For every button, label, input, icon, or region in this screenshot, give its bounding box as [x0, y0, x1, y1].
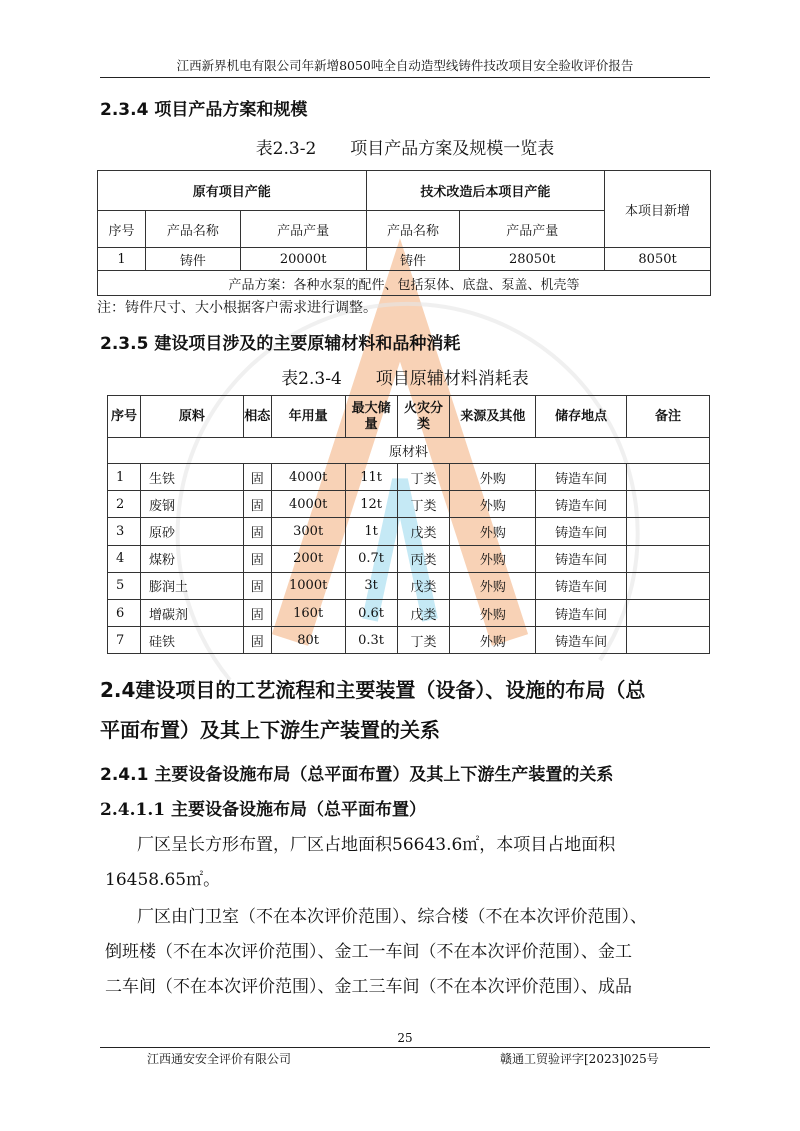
cell: 铸造车间 [536, 464, 627, 491]
header-cell: 储存地点 [536, 396, 627, 438]
header-cell: 本项目新增 [605, 171, 711, 248]
cell: 铸造车间 [536, 599, 627, 626]
header-cell: 产品产量 [460, 211, 605, 248]
cell: 7 [108, 627, 141, 654]
header-cell: 火灾分类 [397, 396, 450, 438]
cell: 铸件 [366, 248, 460, 271]
table-note: 注：铸件尺寸、大小根据客户需求进行调整。 [97, 300, 377, 316]
paragraph: 厂区呈长方形布置，厂区占地面积56643.6㎡，本项目占地面积 [137, 835, 616, 855]
cell: 1t [345, 518, 397, 545]
cell: 生铁 [140, 464, 243, 491]
section-heading: 2.3.4 项目产品方案和规模 [100, 100, 308, 120]
cell: 固 [243, 545, 271, 572]
product-plan-cell: 产品方案：各种水泵的配件、包括泵体、底盘、泵盖、机壳等 [98, 271, 711, 296]
header-cell: 最大储量 [345, 396, 397, 438]
cell: 28050t [460, 248, 605, 271]
cell: 外购 [450, 545, 536, 572]
cell: 铸造车间 [536, 627, 627, 654]
header-cell: 序号 [108, 396, 141, 438]
cell: 固 [243, 599, 271, 626]
header-rule [100, 77, 710, 78]
header-cell: 年用量 [271, 396, 345, 438]
paragraph: 厂区由门卫室（不在本次评价范围）、综合楼（不在本次评价范围）、 [137, 907, 647, 927]
cell: 8050t [605, 248, 711, 271]
cell: 2 [108, 491, 141, 518]
cell: 外购 [450, 518, 536, 545]
running-header: 江西新界机电有限公司年新增8050吨全自动造型线铸件技改项目安全验收评价报告 [176, 58, 634, 73]
cell: 6 [108, 599, 141, 626]
cell: 固 [243, 572, 271, 599]
footer-doc-number: 赣通工贸验评字[2023]025号 [500, 1052, 659, 1066]
cell: 铸件 [145, 248, 240, 271]
cell: 戊类 [397, 599, 450, 626]
footer-company: 江西通安安全评价有限公司 [147, 1052, 292, 1066]
cell: 铸造车间 [536, 545, 627, 572]
cell: 外购 [450, 491, 536, 518]
cell: 固 [243, 518, 271, 545]
cell: 废钢 [140, 491, 243, 518]
cell: 丙类 [397, 545, 450, 572]
cell: 外购 [450, 464, 536, 491]
cell: 20000t [240, 248, 366, 271]
cell: 200t [271, 545, 345, 572]
cell: 丁类 [397, 491, 450, 518]
cell: 外购 [450, 627, 536, 654]
table-caption: 表2.3-4 项目原辅材料消耗表 [281, 369, 529, 389]
header-cell: 相态 [243, 396, 271, 438]
table-row [108, 491, 710, 518]
cell: 外购 [450, 599, 536, 626]
cell [627, 627, 710, 654]
cell: 80t [271, 627, 345, 654]
cell: 1 [98, 248, 146, 271]
cell [627, 572, 710, 599]
materials-table [107, 395, 710, 654]
paragraph: 二车间（不在本次评价范围）、金工三车间（不在本次评价范围）、成品 [105, 977, 632, 997]
cell: 4000t [271, 464, 345, 491]
cell: 0.3t [345, 627, 397, 654]
header-cell: 来源及其他 [450, 396, 536, 438]
cell: 12t [345, 491, 397, 518]
paragraph: 倒班楼（不在本次评价范围）、金工一车间（不在本次评价范围）、金工 [105, 942, 632, 962]
header-cell: 技术改造后本项目产能 [366, 171, 605, 211]
paragraph: 16458.65㎡。 [105, 870, 221, 890]
cell: 固 [243, 464, 271, 491]
cell: 戊类 [397, 572, 450, 599]
header-cell: 原料 [140, 396, 243, 438]
table-row [108, 572, 710, 599]
header-cell: 产品名称 [145, 211, 240, 248]
cell: 4 [108, 545, 141, 572]
table-row [108, 545, 710, 572]
cell: 4000t [271, 491, 345, 518]
cell: 固 [243, 491, 271, 518]
cell [627, 491, 710, 518]
page-number: 25 [397, 1031, 413, 1045]
cell: 1 [108, 464, 141, 491]
cell: 11t [345, 464, 397, 491]
table-row [108, 464, 710, 491]
table-row [108, 599, 710, 626]
footer-rule [100, 1047, 710, 1048]
cell: 5 [108, 572, 141, 599]
cell: 膨润土 [140, 572, 243, 599]
cell: 铸造车间 [536, 518, 627, 545]
cell [627, 545, 710, 572]
cell [627, 518, 710, 545]
cell: 硅铁 [140, 627, 243, 654]
cell: 煤粉 [140, 545, 243, 572]
section-heading: 2.3.5 建设项目涉及的主要原辅材料和品种消耗 [100, 334, 461, 354]
cell: 戊类 [397, 518, 450, 545]
cell: 铸造车间 [536, 572, 627, 599]
cell [627, 464, 710, 491]
product-table [97, 170, 711, 296]
cell: 丁类 [397, 627, 450, 654]
cell: 160t [271, 599, 345, 626]
cell: 3 [108, 518, 141, 545]
cell: 1000t [271, 572, 345, 599]
cell: 固 [243, 627, 271, 654]
group-row: 原材料 [108, 438, 710, 464]
section-heading: 2.4建设项目的工艺流程和主要装置（设备）、设施的布局（总 [100, 678, 646, 702]
cell: 丁类 [397, 464, 450, 491]
table-row [108, 518, 710, 545]
cell: 铸造车间 [536, 491, 627, 518]
header-cell: 原有项目产能 [98, 171, 367, 211]
section-heading-cont: 平面布置）及其上下游生产装置的关系 [100, 718, 440, 742]
cell: 3t [345, 572, 397, 599]
table-caption: 表2.3-2 项目产品方案及规模一览表 [255, 139, 555, 159]
cell: 300t [271, 518, 345, 545]
table-row [108, 627, 710, 654]
cell [627, 599, 710, 626]
subsubsection-heading: 2.4.1.1 主要设备设施布局（总平面布置） [100, 800, 426, 820]
cell: 增碳剂 [140, 599, 243, 626]
cell: 0.6t [345, 599, 397, 626]
header-cell: 备注 [627, 396, 710, 438]
cell: 外购 [450, 572, 536, 599]
header-cell: 产品产量 [240, 211, 366, 248]
subsection-heading: 2.4.1 主要设备设施布局（总平面布置）及其上下游生产装置的关系 [100, 765, 614, 785]
cell: 0.7t [345, 545, 397, 572]
header-cell: 产品名称 [366, 211, 460, 248]
table-row [98, 248, 711, 271]
header-cell: 序号 [98, 211, 146, 248]
cell: 原砂 [140, 518, 243, 545]
